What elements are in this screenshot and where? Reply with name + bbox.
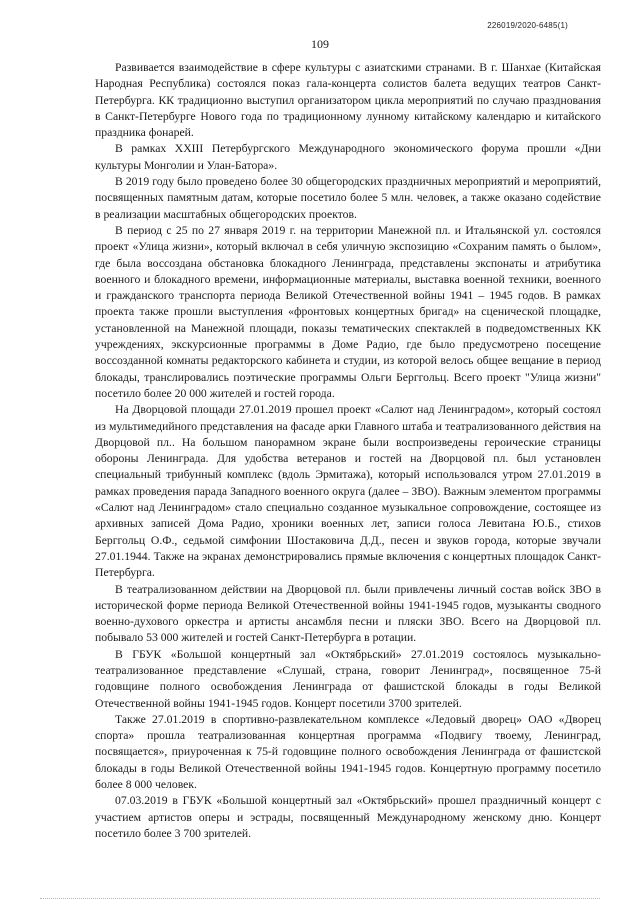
paragraph-salute-leningrad: На Дворцовой площади 27.01.2019 прошел проект «Салют над Ленинградом», который состоял из мультимедийного представления на фасаде арки Главного штаба и театрализованного действия на Дворцовой пл.. На большом панорамном экране были воспроизведены героические страницы обороны Ленинграда. Для удобства ветеранов и гостей на Дворцовой пл. был установлен специальный трибунный комплекс (вдоль Эрмитажа), который использовался утром 27.01.2019 в рамках проведения парада Западного военного округа (далее – ЗВО). Важным элементом программы «Салют над Ленинградом» стало специально созданное музыкальное сопровождение, состоящее из архивных записей Дома Радио, хроники военных лет, записи голоса Левитана Ю.Б., стихов Берггольц О.Ф., седьмой симфонии Шостаковича Д.Д., песен и звуков города, которые звучали 27.01.1944. Также на экранах демонстрировались прямые включения с концертных площадок Санкт-Петербурга. bbox=[95, 403, 601, 580]
page-number: 109 bbox=[311, 37, 329, 51]
paragraph-street-of-life: В период с 25 по 27 января 2019 г. на территории Манежной пл. и Итальянской ул. состоялся проект «Улица жизни», который включал в себя уличную экспозицию «Сохраним память о былом», где была воссоздана обстановка блокадного Ленинграда, представлены экспонаты и атрибутика военного и блокадного времени, информационные материалы, выставка военной техники, военного и гражданского транспорта периода Великой Отечественной войны 1941 – 1945 годов. В рамках проекта также прошли выступления «фронтовых концертных бригад» на сценической площадке, установленной на Манежной площади, показы тематических спектаклей в подведомственных КК учреждениях, экскурсионные программы в Доме Радио, где было предусмотрено посещение воссозданной комнаты редакторского кабинета и студии, из которой велось общее вещание в период блокады, транслировались поэтические программы Ольги Берггольц. Всего проект "Улица жизни" посетило более 20 000 жителей и гостей города. bbox=[95, 223, 601, 400]
paragraph-economic-forum: В рамках XXIII Петербургского Международного экономического форума прошли «Дни культуры Монголии и Улан-Батора». bbox=[95, 142, 601, 172]
paragraph-oktyabrsky-concert: В ГБУК «Большой концертный зал «Октябрьский» 27.01.2019 состоялось музыкально-театрализованное представление «Слушай, страна, говорит Ленинград», посвященное 75-й годовщине полного освобождения Ленинграда от фашистской блокады в годы Великой Отечественной войны 1941-1945 годов. Концерт посетили 3700 зрителей. bbox=[95, 647, 601, 710]
paragraph-theatrical-action: В театрализованном действии на Дворцовой пл. были привлечены личный состав войск ЗВО в исторической форме периода Великой Отечественной войны 1941-1945 годов, музыканты сводного военно-духового оркестра и артисты ансамбля песни и пляски ЗВО. Всего на Дворцовой пл. побывало 53 000 жителей и гостей Санкт-Петербурга в ротации. bbox=[95, 582, 601, 645]
scan-artifact-line bbox=[40, 897, 600, 899]
paragraph-ice-palace: Также 27.01.2019 в спортивно-развлекательном комплексе «Ледовый дворец» ОАО «Дворец спорта» прошла театрализованная концертная программа «Подвигу твоему, Ленинград, посвящается», приуроченная к 75-й годовщине полного освобождения Ленинграда от фашистской блокады в годы Великой Отечественной войны 1941-1945 годов. Концертную программу посетило более 8 000 человек. bbox=[95, 712, 601, 792]
paragraph-asian-culture: Развивается взаимодействие в сфере культуры с азиатскими странами. В г. Шанхае (Китайская Народная Республика) состоялся показ гала-концерта солистов балета ведущих театров Санкт-Петербурга. КК традиционно выступил организатором цикла мероприятий по случаю празднования в Санкт-Петербурге Нового года по традиционному лунному китайскому календарю и китайского праздника фонарей. bbox=[95, 61, 601, 140]
document-body bbox=[95, 60, 601, 842]
paragraph-city-events: В 2019 году было проведено более 30 общегородских праздничных мероприятий и мероприятий, посвященных памятным датам, которые посетило более 5 млн. человек, а также оказано содействие в реализации масштабных общегородских проектов. bbox=[95, 175, 601, 221]
paragraph-womens-day: 07.03.2019 в ГБУК «Большой концертный зал «Октябрьский» прошел праздничный концерт с участием артистов оперы и эстрады, посвященный Международному женскому дню. Концерт посетило более 3 700 зрителей. bbox=[95, 794, 601, 840]
document-id: 226019/2020-6485(1) bbox=[487, 21, 568, 30]
